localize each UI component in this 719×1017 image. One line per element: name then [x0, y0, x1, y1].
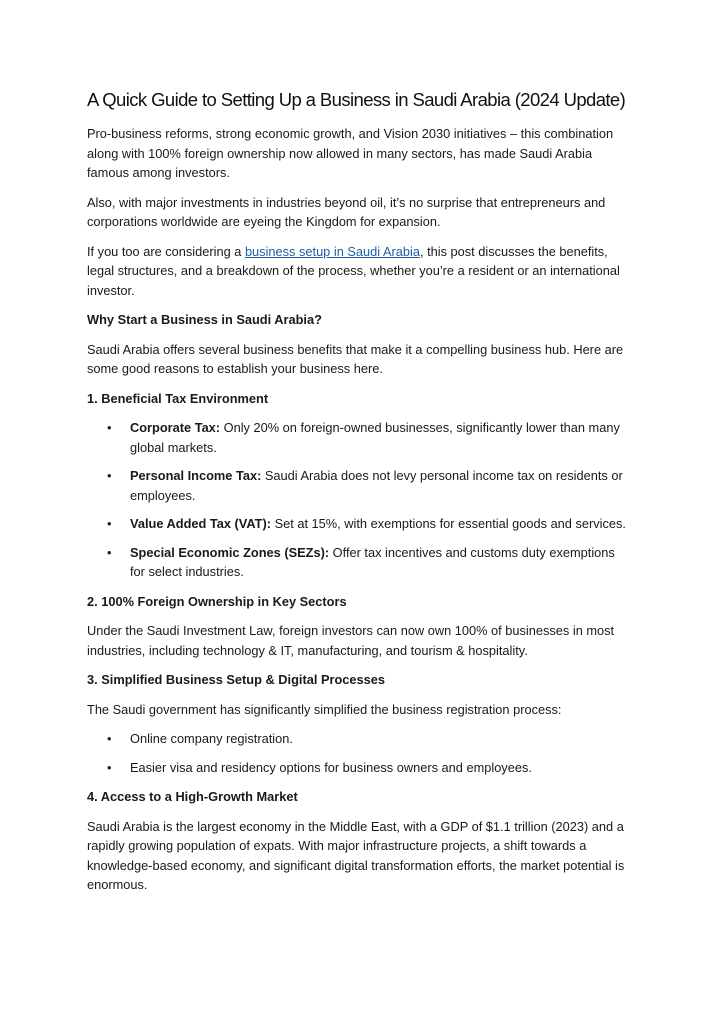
setup-process-list	[87, 729, 633, 777]
intro-paragraph-1: Pro-business reforms, strong economic growth, and Vision 2030 initiatives – this combination along with 100% foreign ownership now allowed in many sectors, has made Saudi Arabia famous among investors.	[87, 126, 614, 180]
bullet-icon: •	[107, 731, 112, 746]
tax-benefits-list	[87, 418, 633, 582]
section-3-heading: 3. Simplified Business Setup & Digital Processes	[87, 672, 385, 687]
list-item	[87, 758, 633, 778]
section-1-heading: 1. Beneficial Tax Environment	[87, 390, 269, 406]
list-item	[87, 418, 633, 457]
bullet-icon: •	[107, 516, 112, 531]
list-item-text: Saudi Arabia does not levy personal income tax on residents or employees.	[130, 468, 623, 503]
list-item	[87, 514, 633, 534]
intro-paragraph-2: Also, with major investments in industries beyond oil, it’s no surprise that entrepreneurs and corporations worldwide are eyeing the Kingdom for expansion.	[87, 194, 606, 229]
section-4-heading: 4. Access to a High-Growth Market	[87, 789, 298, 804]
section-2-heading: 2. 100% Foreign Ownership in Key Sectors	[87, 593, 347, 609]
list-item-label: Corporate Tax:	[130, 420, 221, 435]
intro-text-before-link: If you too are considering a	[87, 243, 245, 259]
list-item	[87, 729, 633, 749]
bullet-icon: •	[107, 544, 112, 560]
list-item-text: Online company registration.	[130, 731, 293, 746]
list-item-label: Special Economic Zones (SEZs):	[130, 544, 330, 560]
list-item-text: Set at 15%, with exemptions for essential goods and services.	[271, 516, 626, 531]
section-4-paragraph: Saudi Arabia is the largest economy in the Middle East, with a GDP of $1.1 trillion (2023) and a rapidly growing population of expats. With major infrastructure projects, a shift towards a knowledge-based economy, and significant digital transformation efforts, the market potential is enormous.	[87, 818, 625, 892]
list-item	[87, 543, 633, 582]
bullet-icon: •	[107, 468, 112, 483]
list-item-label: Value Added Tax (VAT):	[130, 516, 272, 531]
list-item-label: Personal Income Tax:	[130, 468, 262, 483]
intro-paragraph-3	[87, 242, 633, 301]
business-setup-link[interactable]: business setup in Saudi Arabia	[244, 243, 420, 259]
list-item-text: Offer tax incentives and customs duty exemptions for select industries.	[130, 544, 615, 579]
section-3-paragraph: The Saudi government has significantly simplified the business registration process:	[87, 701, 562, 717]
intro-text-after-link: , this post discusses the benefits, legal structures, and a breakdown of the process, whether you’re a resident or an international investor.	[87, 243, 620, 298]
page-title: A Quick Guide to Setting Up a Business in Saudi Arabia (2024 Update)	[87, 89, 626, 110]
why-paragraph: Saudi Arabia offers several business benefits that make it a compelling business hub. Here are some good reasons to establish your business here.	[87, 341, 624, 376]
section-2-paragraph: Under the Saudi Investment Law, foreign investors can now own 100% of businesses in most industries, including technology & IT, manufacturing, and tourism & hospitality.	[87, 623, 615, 658]
bullet-icon: •	[107, 759, 112, 775]
why-heading: Why Start a Business in Saudi Arabia?	[87, 312, 322, 327]
list-item	[87, 466, 633, 505]
bullet-icon: •	[107, 420, 112, 435]
list-item-text: Easier visa and residency options for business owners and employees.	[130, 759, 532, 775]
list-item-text: Only 20% on foreign-owned businesses, significantly lower than many global markets.	[130, 420, 620, 455]
